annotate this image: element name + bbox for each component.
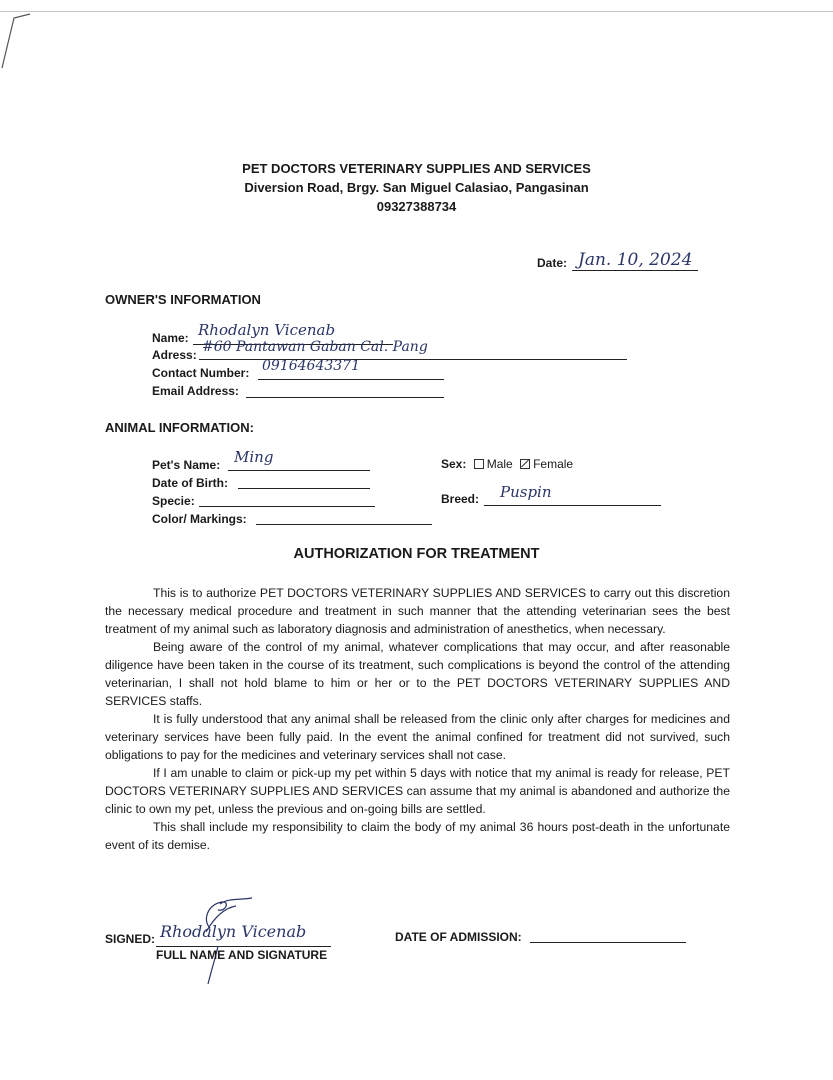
dob-label: Date of Birth: [152, 476, 228, 490]
admission-label: DATE OF ADMISSION: [395, 930, 522, 944]
color-line[interactable] [256, 524, 432, 525]
sex-label: Sex: [441, 457, 467, 471]
dob-line[interactable] [238, 488, 370, 489]
signed-name[interactable]: Rhodalyn Vicenab [160, 922, 307, 941]
authorization-paragraph: Being aware of the control of my animal, whatever complications that may occur, and after reasonable diligence have been taken in the course of its treatment, such complications is beyond the control of the attending veterinarian, I shall not hold blame to him or her or to the PET DOCTORS VETERINARY SUPPLIES AND SERVICES staffs. [105, 640, 730, 708]
owner-contact-value[interactable]: 09164643371 [262, 358, 360, 374]
authorization-title: AUTHORIZATION FOR TREATMENT [293, 546, 540, 562]
date-label: Date: [537, 256, 568, 270]
owner-contact-label: Contact Number: [152, 366, 250, 380]
clinic-name: PET DOCTORS VETERINARY SUPPLIES AND SERVICES [242, 161, 591, 176]
pet-name-label: Pet's Name: [152, 458, 221, 472]
scan-edge-line [0, 11, 833, 12]
breed-value[interactable]: Puspin [500, 483, 552, 501]
signature-scribble [196, 888, 266, 988]
pet-name-value[interactable]: Ming [234, 448, 274, 466]
scan-corner-mark [0, 0, 40, 70]
breed-label: Breed: [441, 492, 480, 506]
signed-label: SIGNED: [105, 932, 156, 946]
authorization-paragraph: This is to authorize PET DOCTORS VETERINARY SUPPLIES AND SERVICES to carry out this discretion the necessary medical procedure and treatment in such manner that the attending veterinarian sees the best treatment of my animal such as laboratory diagnosis and administration of anesthetics, when necessary. [105, 586, 730, 636]
specie-label: Specie: [152, 494, 195, 508]
authorization-text [105, 584, 730, 854]
date-value[interactable]: Jan. 10, 2024 [578, 250, 693, 270]
female-option: Female [533, 457, 574, 471]
sex-field [441, 457, 573, 471]
authorization-paragraph: If I am unable to claim or pick-up my pet within 5 days with notice that my animal is ready for release, PET DOCTORS VETERINARY SUPPLIES AND SERVICES can assume that my animal is abandoned and authorize the clinic to own my pet, unless the previous and on-going bills are settled. [105, 766, 730, 816]
owner-section-title: OWNER'S INFORMATION [105, 292, 261, 307]
pet-name-line [228, 470, 370, 471]
authorization-paragraph: This shall include my responsibility to claim the body of my animal 36 hours post-death in the unfortunate event of its demise. [105, 820, 730, 852]
owner-address-label: Adress: [152, 348, 197, 362]
owner-email-line[interactable] [246, 397, 444, 398]
date-line [572, 270, 698, 271]
owner-address-value[interactable]: #60 Pantawan Gaban Cal. Pang [202, 339, 428, 355]
clinic-phone: 09327388734 [376, 199, 457, 214]
owner-name-label: Name: [152, 331, 189, 345]
animal-section-title: ANIMAL INFORMATION: [105, 420, 254, 435]
clinic-address: Diversion Road, Brgy. San Miguel Calasiao, Pangasinan [244, 180, 589, 195]
male-option: Male [486, 457, 513, 471]
admission-line[interactable] [530, 942, 686, 943]
owner-email-label: Email Address: [152, 384, 239, 398]
authorization-paragraph: It is fully understood that any animal shall be released from the clinic only after charges for medicines and veterinary services have been fully paid. In the event the animal confined for treatment did not survived, such obligations to pay for the medicines and veterinary services shall not case. [105, 712, 730, 762]
owner-contact-line [258, 379, 444, 380]
breed-line [484, 505, 661, 506]
owner-name-value[interactable]: Rhodalyn Vicenab [198, 321, 336, 339]
female-checkbox[interactable] [520, 459, 530, 469]
color-label: Color/ Markings: [152, 512, 247, 526]
male-checkbox[interactable] [474, 459, 484, 469]
signature-caption: FULL NAME AND SIGNATURE [156, 948, 328, 962]
specie-line[interactable] [199, 506, 375, 507]
